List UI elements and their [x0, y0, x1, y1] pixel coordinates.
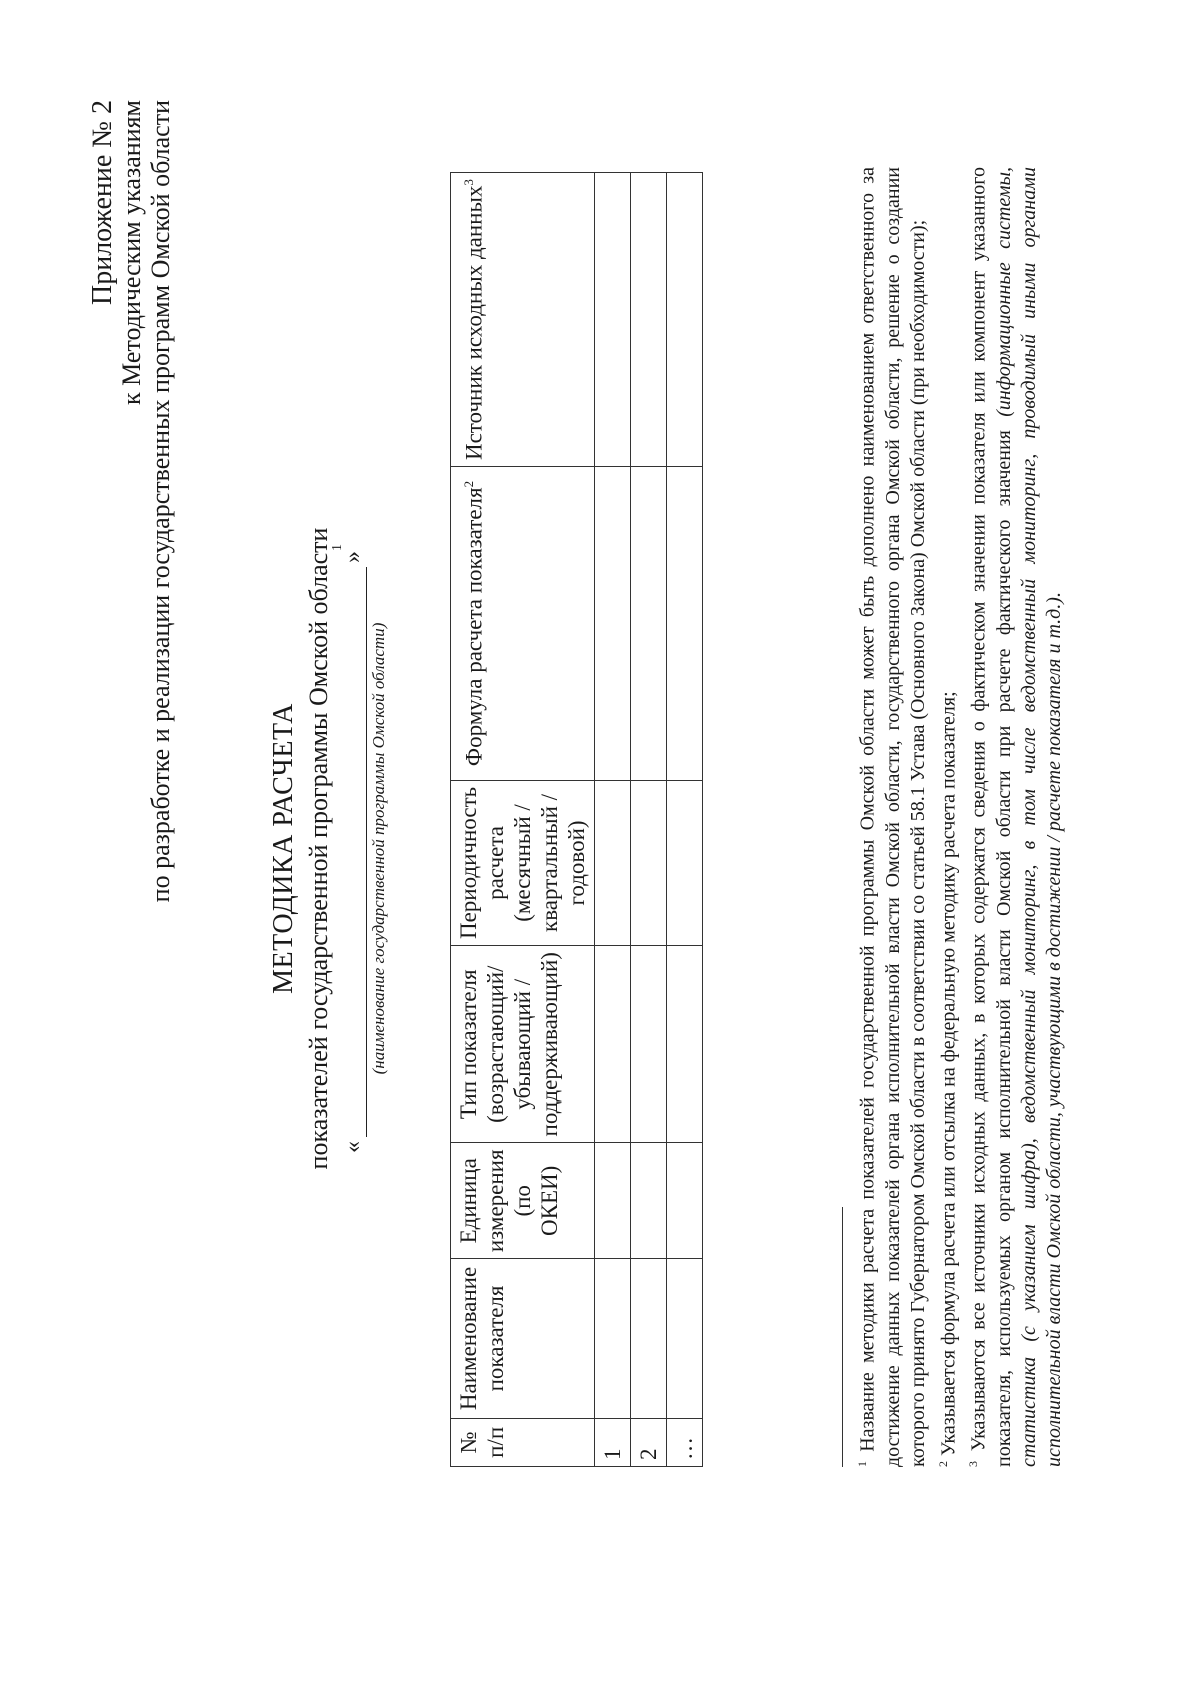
header-cell: Наименование показателя — [451, 1259, 595, 1419]
table-cell — [667, 467, 703, 781]
table-cell — [631, 1143, 667, 1259]
header-cell: Единица измерения (по ОКЕИ) — [451, 1143, 595, 1259]
table-cell — [631, 467, 667, 781]
program-name-blank — [344, 567, 367, 1137]
table-cell — [631, 173, 667, 467]
table-cell — [595, 173, 631, 467]
table-cell — [595, 467, 631, 781]
table-cell — [631, 780, 667, 945]
appendix-reference: к Методическим указаниям — [117, 100, 146, 405]
indicator-methodology-table — [450, 172, 703, 1467]
table-cell — [595, 1143, 631, 1259]
open-quote: « — [340, 1141, 366, 1153]
table-cell — [595, 1259, 631, 1419]
table-cell — [667, 1259, 703, 1419]
table-row — [595, 173, 631, 1467]
appendix-number: Приложение № 2 — [87, 100, 118, 305]
table-cell — [667, 946, 703, 1143]
table-cell — [667, 1143, 703, 1259]
header-cell: Источник исходных данных$^3$ — [451, 173, 595, 467]
header-cell: Периодичность расчета (месячный / квартальный / годовой) — [451, 780, 595, 945]
table-cell — [595, 946, 631, 1143]
table-row — [631, 173, 667, 1467]
footnote-1: $^1$ Название методики расчета показателей государственной программы Омской области может быть дополнено наименованием ответственного за достижение данных показателей органа исполнительной власти Омской области, государственного органа Омской области, решение о создании которого принято Губернатором Омской области в соответствии со статьей 58.1 Устава (Основного Закона) Омской области (при необходимости); — [855, 167, 929, 1467]
table-cell — [631, 1259, 667, 1419]
program-name-line — [330, 544, 367, 1153]
appendix-header — [88, 100, 175, 902]
footnote-2: $^2$ Указывается формула расчета или отсылка на федеральную методику расчета показателя; — [935, 691, 960, 1467]
header-cell: Формула расчета показателя$^2$ — [451, 467, 595, 781]
document-title: МЕТОДИКА РАСЧЕТА — [268, 703, 299, 994]
table-cell — [667, 780, 703, 945]
close-quote: » — [340, 551, 366, 563]
table-cell — [667, 173, 703, 467]
header-cell: Тип показателя (возрастающий/ убывающий / поддерживающий) — [451, 946, 595, 1143]
appendix-reference-detail: по разработке и реализации государственных программ Омской области — [146, 100, 175, 903]
table-row — [667, 173, 703, 1467]
row-number: 2 — [631, 1418, 667, 1466]
footnote-3: $^3$ Указываются все источники исходных данных, в которых содержатся сведения о фактическом значении показателя или компонент указанного показателя, используемых органом исполнительной власти Омской области при расчете фактического значения (информационные системы, статистика (с указанием шифра), ведомственный мониторинг, в том числе ведомственный мониторинг, проводимый иными органами исполнительной власти Омской области, участвующими в достижении / расчете показателя и т.д.). — [966, 166, 1065, 1467]
document-subtitle: показателей государственной программы Омской области — [304, 527, 333, 1170]
row-number: 1 — [595, 1418, 631, 1466]
footnotes — [850, 167, 1067, 1467]
table-cell — [595, 780, 631, 945]
header-cell: № п/п — [451, 1418, 595, 1466]
footnote-separator — [842, 1207, 843, 1467]
title-block — [268, 0, 389, 1697]
table-header-row — [451, 173, 595, 1467]
table-cell — [631, 946, 667, 1143]
footnote-ref: 1 — [330, 544, 345, 551]
program-name-caption: (наименование государственной программы Омской области) — [369, 622, 388, 1075]
row-number: … — [667, 1418, 703, 1466]
